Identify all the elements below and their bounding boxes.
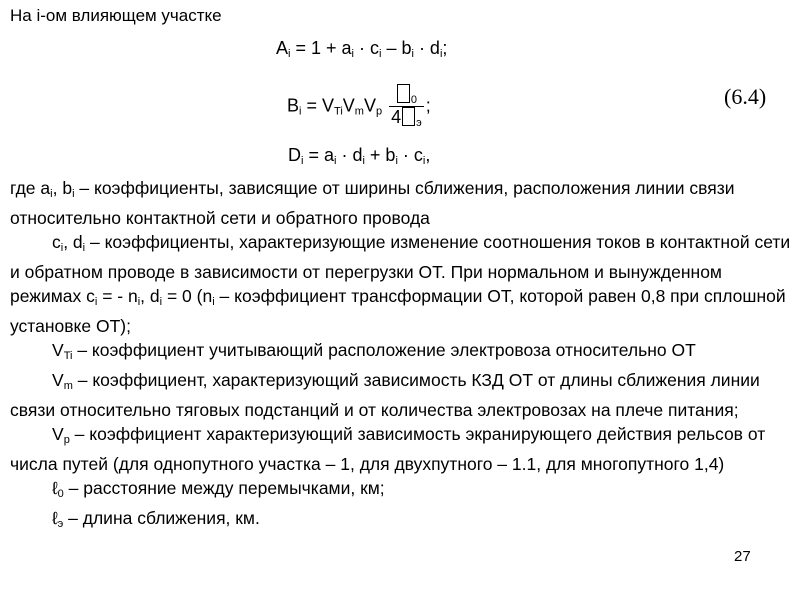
paragraph-vm: $V_m$ – коэффициент, характеризующий зависимость КЗД ОТ от длины сближения линии связи относительно тяговых подстанций и от количества электровозах на плече питания; [10,370,760,420]
section-heading: На i-ом влияющем участке [10,6,222,25]
paragraph-cd: $c_i$, $d_i$ – коэффициенты, характеризующие изменение соотношения токов в контактной сети и обратном проводе в зависимости от перегрузки ОТ. При нормальном и вынужденном режимах $c_i$ = - $n_i$, $d_i = 0$ ($n_i$ – коэффициент трансформации ОТ, которой равен 0,8 при сплошной установке ОТ); [10,232,791,336]
equation-number: (6.4) [724,84,767,109]
formula-d: $D_i = a_i \cdot d_i + b_i \cdot c_i$, [288,145,431,167]
paragraph-vti: $V_{Ti}$ – коэффициент учитывающий расположение электровоза относительно ОТ [52,340,696,362]
paragraph-le: ℓ$_э$ – длина сближения, км. [52,508,260,530]
paragraph-ab: где $a_i$, $b_i$ – коэффициенты, зависящие от ширины сближения, расположения линии связи относительно контактной сети и обратного провода [10,178,735,228]
missing-glyph-icon [397,84,410,103]
formula-a: $A_i = 1 + a_i \cdot c_i - b_i \cdot d_i$; [276,38,448,60]
page-number: 27 [734,548,751,565]
body-text [10,176,795,536]
missing-glyph-icon [402,107,415,126]
fraction: $\frac{_0}{4 _э}$ [389,84,424,129]
formula-b: $B_i = V_{Ti}V_mV_p$ $\frac{_0}{4 _э}$ ; [287,84,431,129]
paragraph-l0: ℓ$_0$ – расстояние между перемычками, км; [52,478,385,500]
paragraph-vp: $V_p$ – коэффициент характеризующий зависимость экранирующего действия рельсов от числа путей (для однопутного участка – 1, для двухпутного – 1.1, для многопутного 1,4) [10,424,766,474]
